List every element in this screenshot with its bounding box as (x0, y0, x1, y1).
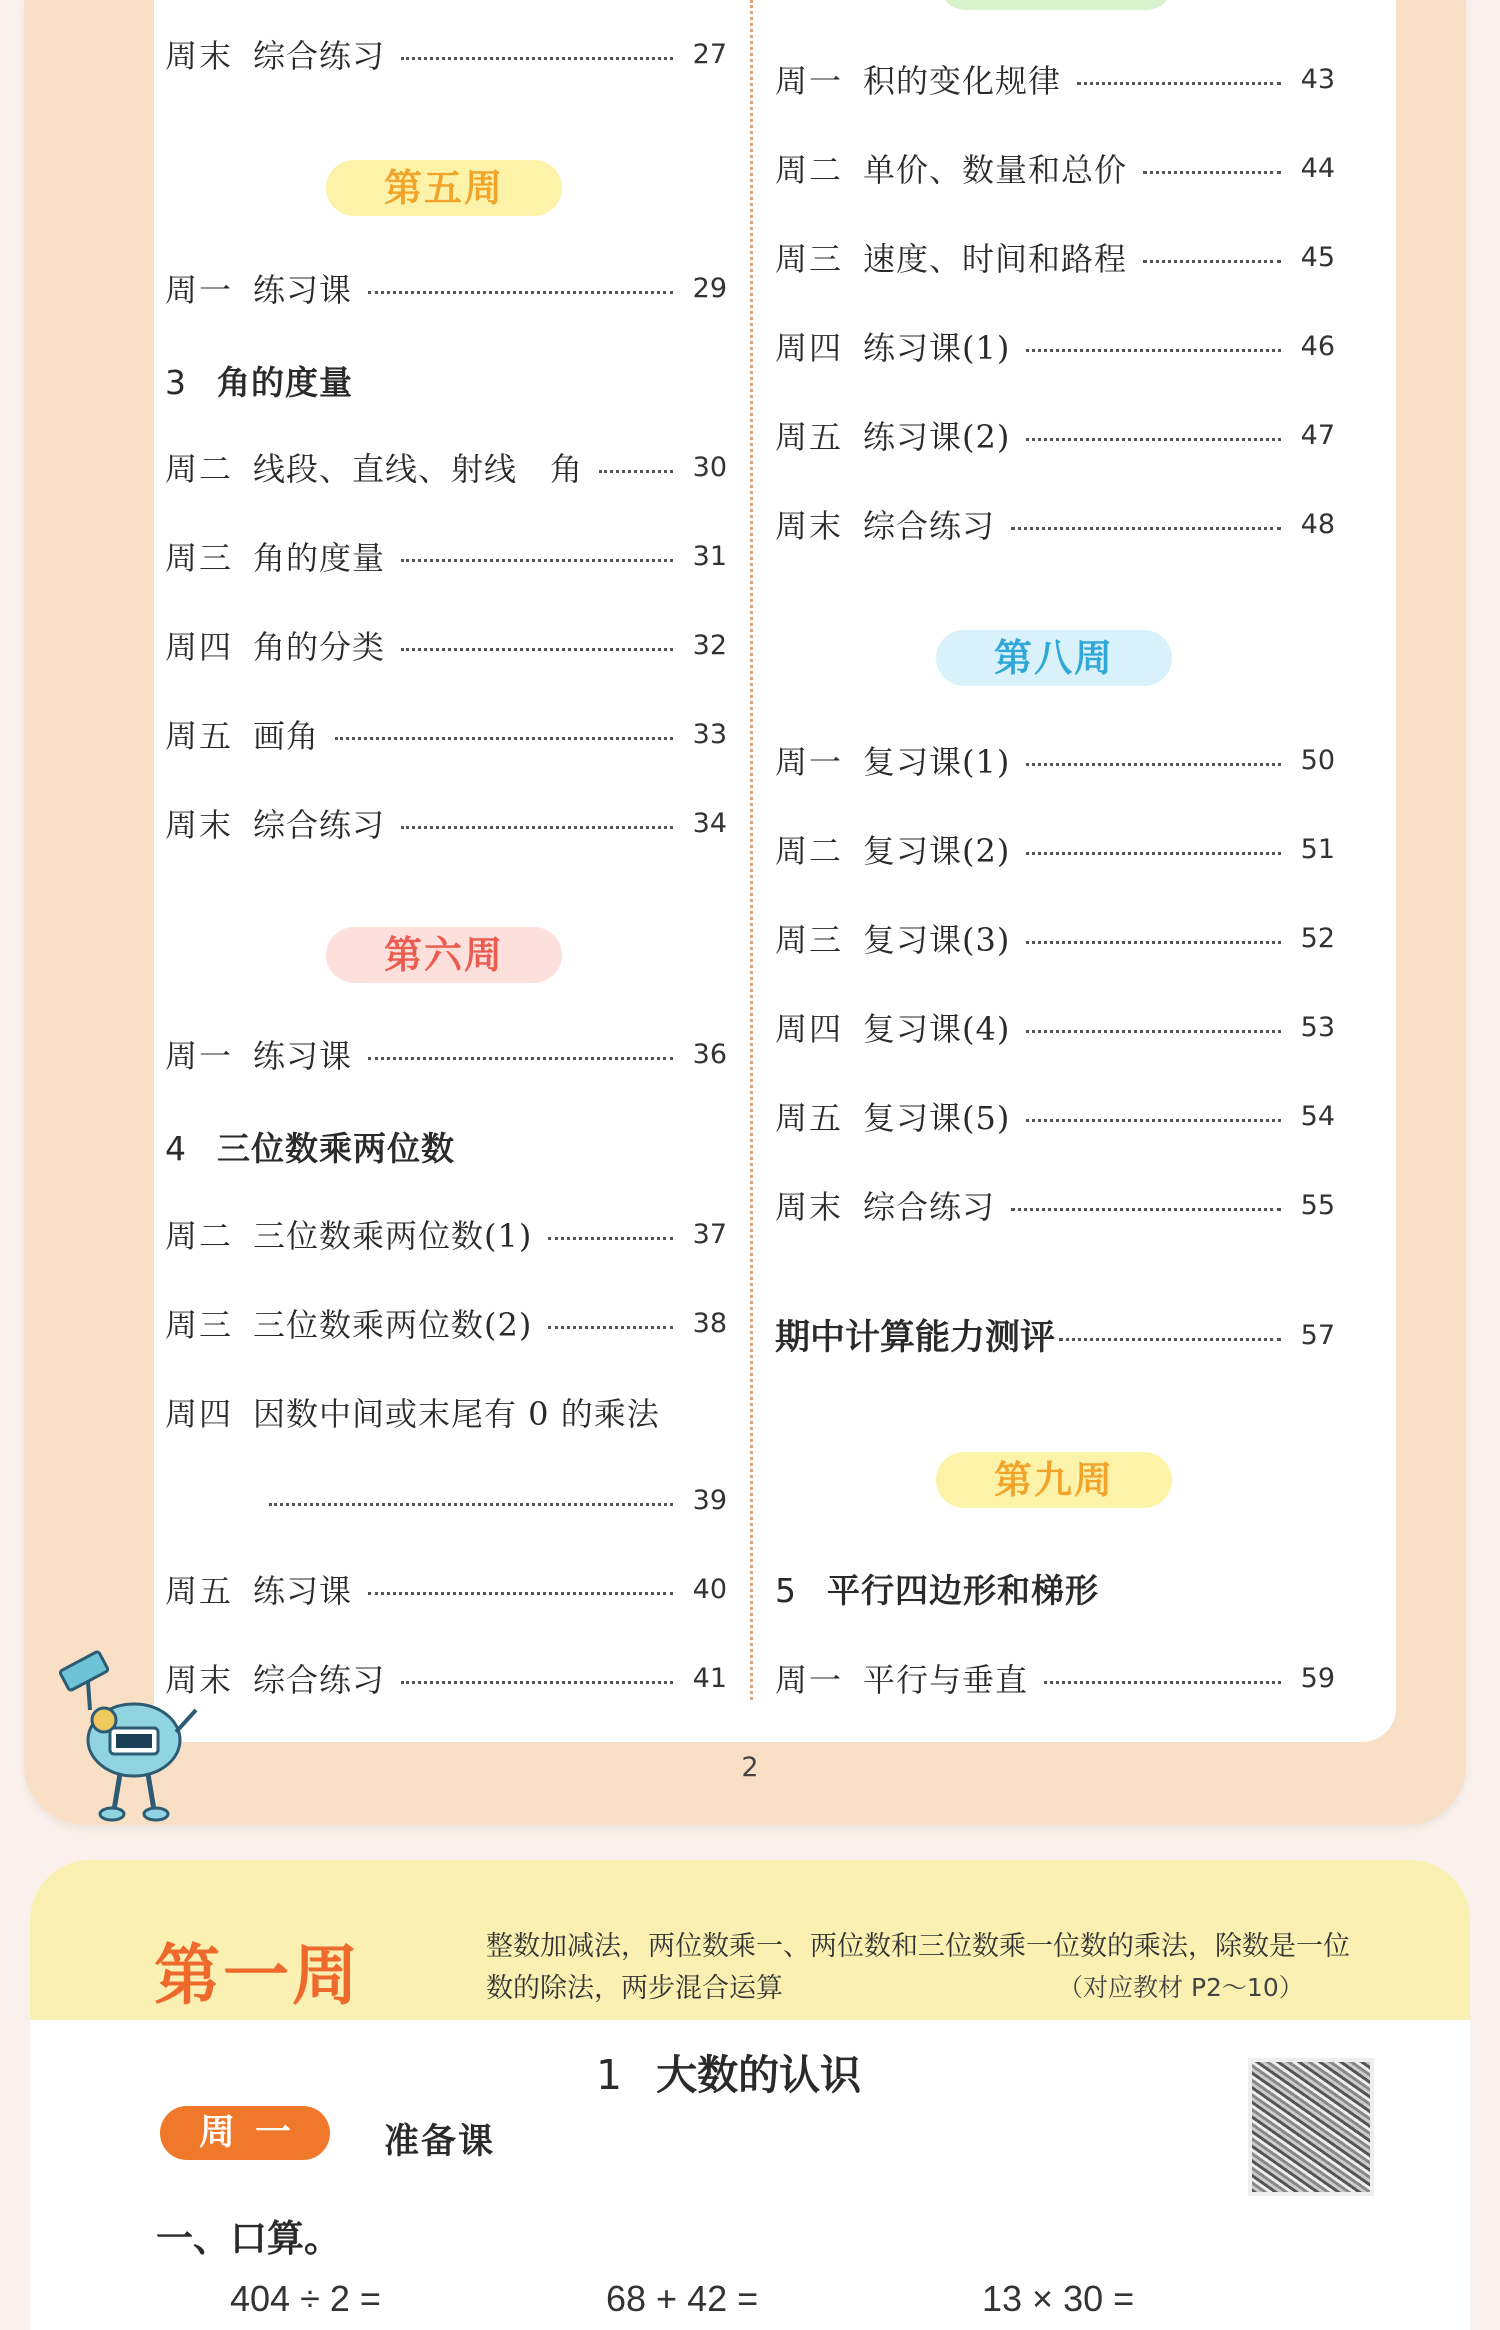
calc-item: 68 + 42 = (606, 2278, 759, 2319)
toc-page-num: 57 (1300, 1319, 1335, 1351)
toc-day: 周二 (775, 832, 844, 870)
leader-dots (1011, 527, 1281, 530)
toc-title: 三位数乘两位数(2) (253, 1306, 533, 1344)
toc-page-num: 51 (1300, 833, 1335, 865)
leader-dots (269, 1503, 673, 1506)
toc-day: 周四 (165, 1395, 234, 1433)
leader-dots (1026, 349, 1281, 352)
week-description: 整数加减法，两位数乘一、两位数和三位数乘一位数的乘法，除数是一位数的除法，两步混合运算 (486, 1931, 1350, 2004)
toc-day: 周一 (775, 62, 844, 100)
toc-entry[interactable] (165, 713, 727, 755)
toc-day: 周末 (775, 507, 844, 545)
toc-title: 线段、直线、射线 角 (253, 450, 584, 488)
toc-day: 周一 (775, 743, 844, 781)
leader-dots (401, 559, 673, 562)
toc-day: 周末 (165, 37, 234, 75)
leader-dots (368, 1057, 673, 1060)
day-topic: 准备课 (384, 2122, 496, 2162)
toc-entry[interactable] (165, 624, 727, 666)
unit-title: 三位数乘两位数 (217, 1129, 455, 1168)
toc-title: 复习课(1) (863, 743, 1011, 781)
toc-page-num: 36 (692, 1038, 727, 1070)
toc-day: 周一 (165, 1037, 234, 1075)
week-label: 第九周 (993, 1458, 1114, 1502)
toc-entry[interactable] (775, 147, 1335, 189)
week-9-badge (936, 1452, 1172, 1508)
toc-day: 周二 (165, 1217, 234, 1255)
toc-entry[interactable] (165, 267, 727, 309)
leader-dots (1011, 1208, 1281, 1211)
leader-dots (401, 57, 673, 60)
toc-title: 练习课 (253, 1572, 353, 1610)
leader-dots (548, 1237, 673, 1240)
calc-item: 404 ÷ 2 = (230, 2278, 381, 2319)
toc-title: 综合练习 (863, 1188, 996, 1226)
leader-dots (1143, 260, 1281, 263)
toc-entry[interactable] (165, 1568, 727, 1610)
toc-title: 画角 (253, 717, 320, 755)
toc-title: 期中计算能力测评 (775, 1318, 1056, 1358)
toc-title: 复习课(5) (863, 1099, 1011, 1137)
toc-title: 单价、数量和总价 (863, 151, 1128, 189)
toc-page-num: 34 (692, 807, 727, 839)
toc-day: 周三 (165, 539, 234, 577)
week-label: 第六周 (383, 933, 504, 977)
toc-title: 综合练习 (253, 37, 386, 75)
toc-title: 平行与垂直 (863, 1661, 1029, 1699)
toc-entry[interactable] (775, 1657, 1335, 1699)
toc-page-num: 38 (692, 1307, 727, 1339)
unit-number: 4 (165, 1129, 187, 1168)
toc-title: 综合练习 (253, 806, 386, 844)
leader-dots (548, 1326, 673, 1329)
toc-page-num: 37 (692, 1218, 727, 1250)
leader-dots (335, 737, 673, 740)
toc-page-num: 32 (692, 629, 727, 661)
toc-title: 因数中间或末尾有 0 的乘法 (253, 1395, 660, 1433)
toc-page-num: 50 (1300, 744, 1335, 776)
toc-title: 速度、时间和路程 (863, 240, 1128, 278)
toc-day: 周四 (775, 1010, 844, 1048)
leader-dots (368, 1592, 673, 1595)
column-divider (750, 0, 753, 1700)
toc-entry[interactable] (775, 58, 1335, 100)
toc-day: 周五 (165, 717, 234, 755)
toc-entry[interactable] (165, 1033, 727, 1075)
leader-dots (1026, 763, 1281, 766)
toc-entry[interactable] (165, 1657, 727, 1699)
leader-dots (1044, 1681, 1281, 1684)
week-label: 第八周 (993, 636, 1114, 680)
day-badge: 周一 (160, 2106, 330, 2160)
week-8-badge (936, 630, 1172, 686)
leader-dots (1026, 438, 1281, 441)
textbook-reference: （对应教材 P2～10） (1058, 1973, 1304, 2002)
lesson-heading (596, 2042, 861, 2101)
toc-day: 周一 (775, 1661, 844, 1699)
toc-page-num: 47 (1300, 419, 1335, 451)
toc-page-num: 39 (692, 1484, 727, 1516)
unit-heading[interactable] (775, 1565, 1099, 1612)
toc-entry[interactable] (775, 325, 1335, 367)
leader-dots (1026, 1030, 1281, 1033)
toc-entry-continued[interactable] (165, 1479, 727, 1521)
leader-dots (1026, 1119, 1281, 1122)
toc-page-num: 41 (692, 1662, 727, 1694)
unit-heading[interactable] (165, 1123, 455, 1170)
toc-day: 周一 (165, 271, 234, 309)
toc-page-num: 30 (692, 451, 727, 483)
toc-entry[interactable] (165, 33, 727, 75)
toc-entry[interactable] (775, 414, 1335, 456)
unit-heading[interactable] (165, 357, 353, 404)
week-label: 第五周 (383, 166, 504, 210)
toc-entry[interactable] (775, 828, 1335, 870)
toc-day: 周末 (165, 1661, 234, 1699)
toc-entry[interactable] (775, 1006, 1335, 1048)
toc-entry[interactable] (165, 535, 727, 577)
toc-entry[interactable] (775, 739, 1335, 781)
section-heading: 一、口算。 (156, 2217, 341, 2260)
toc-day: 周三 (165, 1306, 234, 1344)
toc-day: 周二 (775, 151, 844, 189)
toc-day: 周末 (775, 1188, 844, 1226)
week-5-badge (326, 160, 562, 216)
toc-title: 积的变化规律 (863, 62, 1062, 100)
lesson-title: 大数的认识 (656, 2051, 862, 2099)
unit-title: 平行四边形和梯形 (827, 1571, 1099, 1610)
toc-page-num: 52 (1300, 922, 1335, 954)
toc-title: 综合练习 (253, 1661, 386, 1699)
toc-page-num: 40 (692, 1573, 727, 1605)
toc-title: 练习课(2) (863, 418, 1011, 456)
unit-title: 角的度量 (217, 363, 353, 402)
lesson-number: 1 (596, 2051, 623, 2099)
unit-number: 3 (165, 363, 187, 402)
toc-title: 三位数乘两位数(1) (253, 1217, 533, 1255)
leader-dots (1143, 171, 1281, 174)
toc-entry[interactable] (165, 1302, 727, 1344)
toc-day: 周五 (165, 1572, 234, 1610)
toc-title: 角的分类 (253, 628, 386, 666)
toc-title: 综合练习 (863, 507, 996, 545)
toc-page-num: 45 (1300, 241, 1335, 273)
toc-title: 练习课 (253, 271, 353, 309)
leader-dots (368, 291, 673, 294)
page-number: 2 (741, 1752, 759, 1783)
leader-dots (401, 826, 673, 829)
midterm-test-entry[interactable] (775, 1313, 1335, 1357)
toc-page-num: 53 (1300, 1011, 1335, 1043)
toc-page-num: 54 (1300, 1100, 1335, 1132)
toc-entry[interactable] (165, 446, 727, 488)
toc-entry[interactable] (775, 1184, 1335, 1226)
unit-number: 5 (775, 1571, 797, 1610)
leader-dots (1077, 82, 1281, 85)
leader-dots (1026, 852, 1281, 855)
toc-entry[interactable] (775, 1095, 1335, 1137)
toc-day: 周三 (775, 921, 844, 959)
toc-page-num: 27 (692, 38, 727, 70)
week-6-badge (326, 927, 562, 983)
toc-day: 周四 (165, 628, 234, 666)
toc-entry[interactable] (165, 802, 727, 844)
toc-title: 复习课(2) (863, 832, 1011, 870)
toc-entry[interactable] (165, 1213, 727, 1255)
toc-day: 周五 (775, 1099, 844, 1137)
leader-dots (599, 470, 673, 473)
toc-entry[interactable] (775, 236, 1335, 278)
toc-page-num: 48 (1300, 508, 1335, 540)
leader-dots (401, 648, 673, 651)
toc-page-num: 46 (1300, 330, 1335, 362)
week-7-badge-partial (938, 0, 1174, 10)
toc-entry[interactable] (775, 917, 1335, 959)
week-title: 第一周 (154, 1937, 361, 2014)
toc-page-num: 44 (1300, 152, 1335, 184)
robot-mascot-icon (44, 1640, 204, 1830)
toc-day: 周四 (775, 329, 844, 367)
lesson-page (30, 1860, 1470, 2330)
leader-dots (1059, 1338, 1281, 1341)
qr-code-icon[interactable] (1248, 2058, 1374, 2196)
toc-entry[interactable] (165, 1391, 727, 1433)
toc-page-num: 59 (1300, 1662, 1335, 1694)
toc-page-num: 55 (1300, 1189, 1335, 1221)
toc-day: 周二 (165, 450, 234, 488)
toc-entry[interactable] (775, 503, 1335, 545)
toc-page-num: 29 (692, 272, 727, 304)
toc-day: 周五 (775, 418, 844, 456)
toc-title: 练习课 (253, 1037, 353, 1075)
toc-title: 角的度量 (253, 539, 386, 577)
toc-page-num: 43 (1300, 63, 1335, 95)
calc-item: 13 × 30 = (982, 2278, 1135, 2319)
leader-dots (1026, 941, 1281, 944)
toc-title: 练习课(1) (863, 329, 1011, 367)
toc-day: 周三 (775, 240, 844, 278)
leader-dots (401, 1681, 673, 1684)
toc-title: 复习课(4) (863, 1010, 1011, 1048)
toc-page-num: 33 (692, 718, 727, 750)
toc-day: 周末 (165, 806, 234, 844)
toc-page-num: 31 (692, 540, 727, 572)
toc-title: 复习课(3) (863, 921, 1011, 959)
